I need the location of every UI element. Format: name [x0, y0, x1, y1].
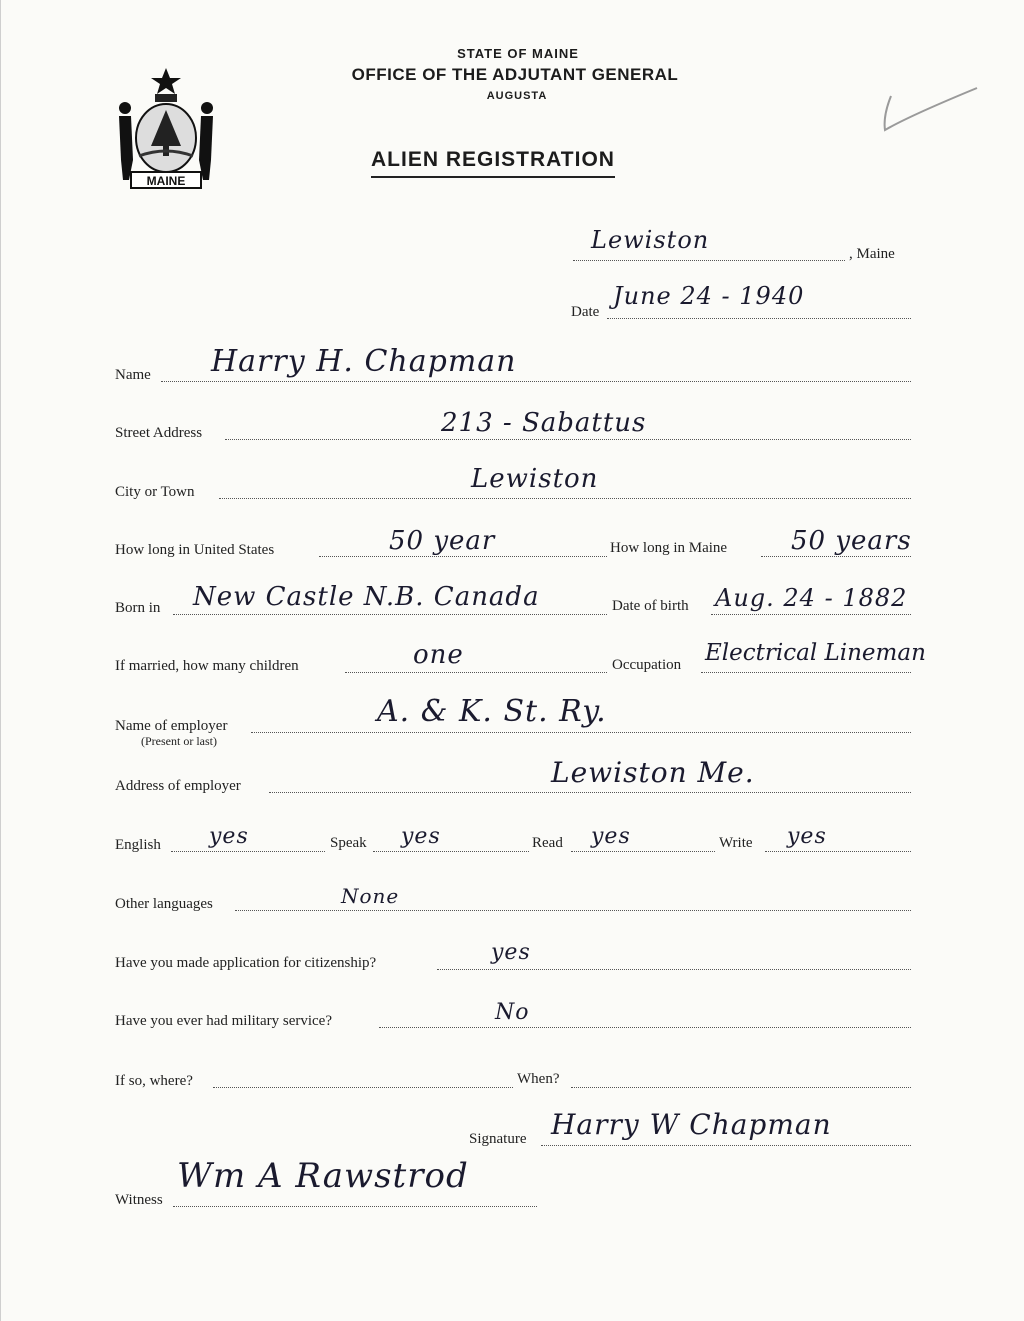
where-label: If so, where?: [115, 1073, 193, 1089]
english-label: English: [115, 837, 161, 853]
date-value: June 24 - 1940: [613, 282, 805, 310]
office-heading: OFFICE OF THE ADJUTANT GENERAL: [351, 65, 679, 84]
employer-label: Name of employer: [115, 718, 228, 734]
date-label: Date: [571, 304, 600, 320]
name-label: Name: [115, 367, 151, 383]
name-value: Harry H. Chapman: [211, 344, 517, 379]
military-label: Have you ever had military service?: [115, 1013, 332, 1029]
city-value: Lewiston: [471, 464, 599, 494]
city-label: City or Town: [115, 484, 195, 500]
english-value: yes: [209, 824, 249, 849]
when-line: [571, 1087, 911, 1088]
dob-value: Aug. 24 - 1882: [715, 584, 908, 612]
signature-line: [541, 1145, 911, 1146]
read-label: Read: [532, 835, 563, 851]
when-label: When?: [517, 1071, 560, 1087]
signature-label: Signature: [469, 1131, 527, 1147]
speak-line: [373, 851, 529, 852]
write-line: [765, 851, 911, 852]
maine-label: , Maine: [849, 246, 895, 262]
speak-label: Speak: [330, 835, 367, 851]
street-line: [225, 439, 911, 440]
military-value: No: [495, 1000, 530, 1025]
witness-label: Witness: [115, 1192, 163, 1208]
city-line: [219, 498, 911, 499]
born-value: New Castle N.B. Canada: [193, 582, 540, 612]
where-line: [213, 1087, 513, 1088]
employer-line: [251, 732, 911, 733]
write-value: yes: [787, 824, 827, 849]
date-line: [607, 318, 911, 319]
citizenship-value: yes: [491, 940, 531, 965]
born-label: Born in: [115, 600, 161, 616]
state-heading: STATE OF MAINE: [457, 46, 579, 61]
occupation-label: Occupation: [612, 657, 682, 673]
maine-duration-label: How long in Maine: [610, 540, 728, 556]
signature-value: Harry W Chapman: [551, 1108, 832, 1141]
form-header: [1, 46, 1024, 102]
seal-label: MAINE: [146, 174, 186, 188]
witness-line: [173, 1206, 537, 1207]
write-label: Write: [719, 835, 753, 851]
us-value: 50 year: [389, 526, 496, 556]
employer-address-value: Lewiston Me.: [551, 756, 755, 789]
born-line: [173, 614, 607, 615]
street-label: Street Address: [115, 425, 203, 441]
employer-value: A. & K. St. Ry.: [377, 694, 607, 729]
english-line: [171, 851, 325, 852]
speak-value: yes: [401, 824, 441, 849]
citizenship-label: Have you made application for citizenship?: [115, 955, 377, 971]
other-languages-value: None: [341, 884, 400, 908]
us-line: [319, 556, 607, 557]
witness-value: Wm A Rawstrod: [177, 1156, 469, 1196]
employer-address-label: Address of employer: [115, 778, 241, 794]
occupation-line: [701, 672, 911, 673]
dob-label: Date of birth: [612, 598, 689, 614]
place-value: Lewiston: [591, 226, 710, 254]
place-line: [573, 260, 845, 261]
other-languages-line: [235, 910, 911, 911]
children-line: [345, 672, 607, 673]
read-value: yes: [591, 824, 631, 849]
dob-line: [711, 614, 911, 615]
form-title: ALIEN REGISTRATION: [371, 148, 615, 178]
name-line: [161, 381, 911, 382]
read-line: [571, 851, 715, 852]
employer-address-line: [269, 792, 911, 793]
other-languages-label: Other languages: [115, 896, 213, 912]
maine-duration-value: 50 years: [791, 526, 912, 556]
maine-duration-line: [761, 556, 911, 557]
us-label: How long in United States: [115, 542, 275, 558]
street-value: 213 - Sabattus: [441, 408, 647, 438]
children-value: one: [413, 640, 464, 670]
employer-sub-label: (Present or last): [141, 734, 217, 748]
citizenship-line: [437, 969, 911, 970]
military-line: [379, 1027, 911, 1028]
children-label: If married, how many children: [115, 658, 299, 674]
occupation-value: Electrical Lineman: [705, 640, 926, 666]
city-heading: AUGUSTA: [486, 90, 548, 102]
